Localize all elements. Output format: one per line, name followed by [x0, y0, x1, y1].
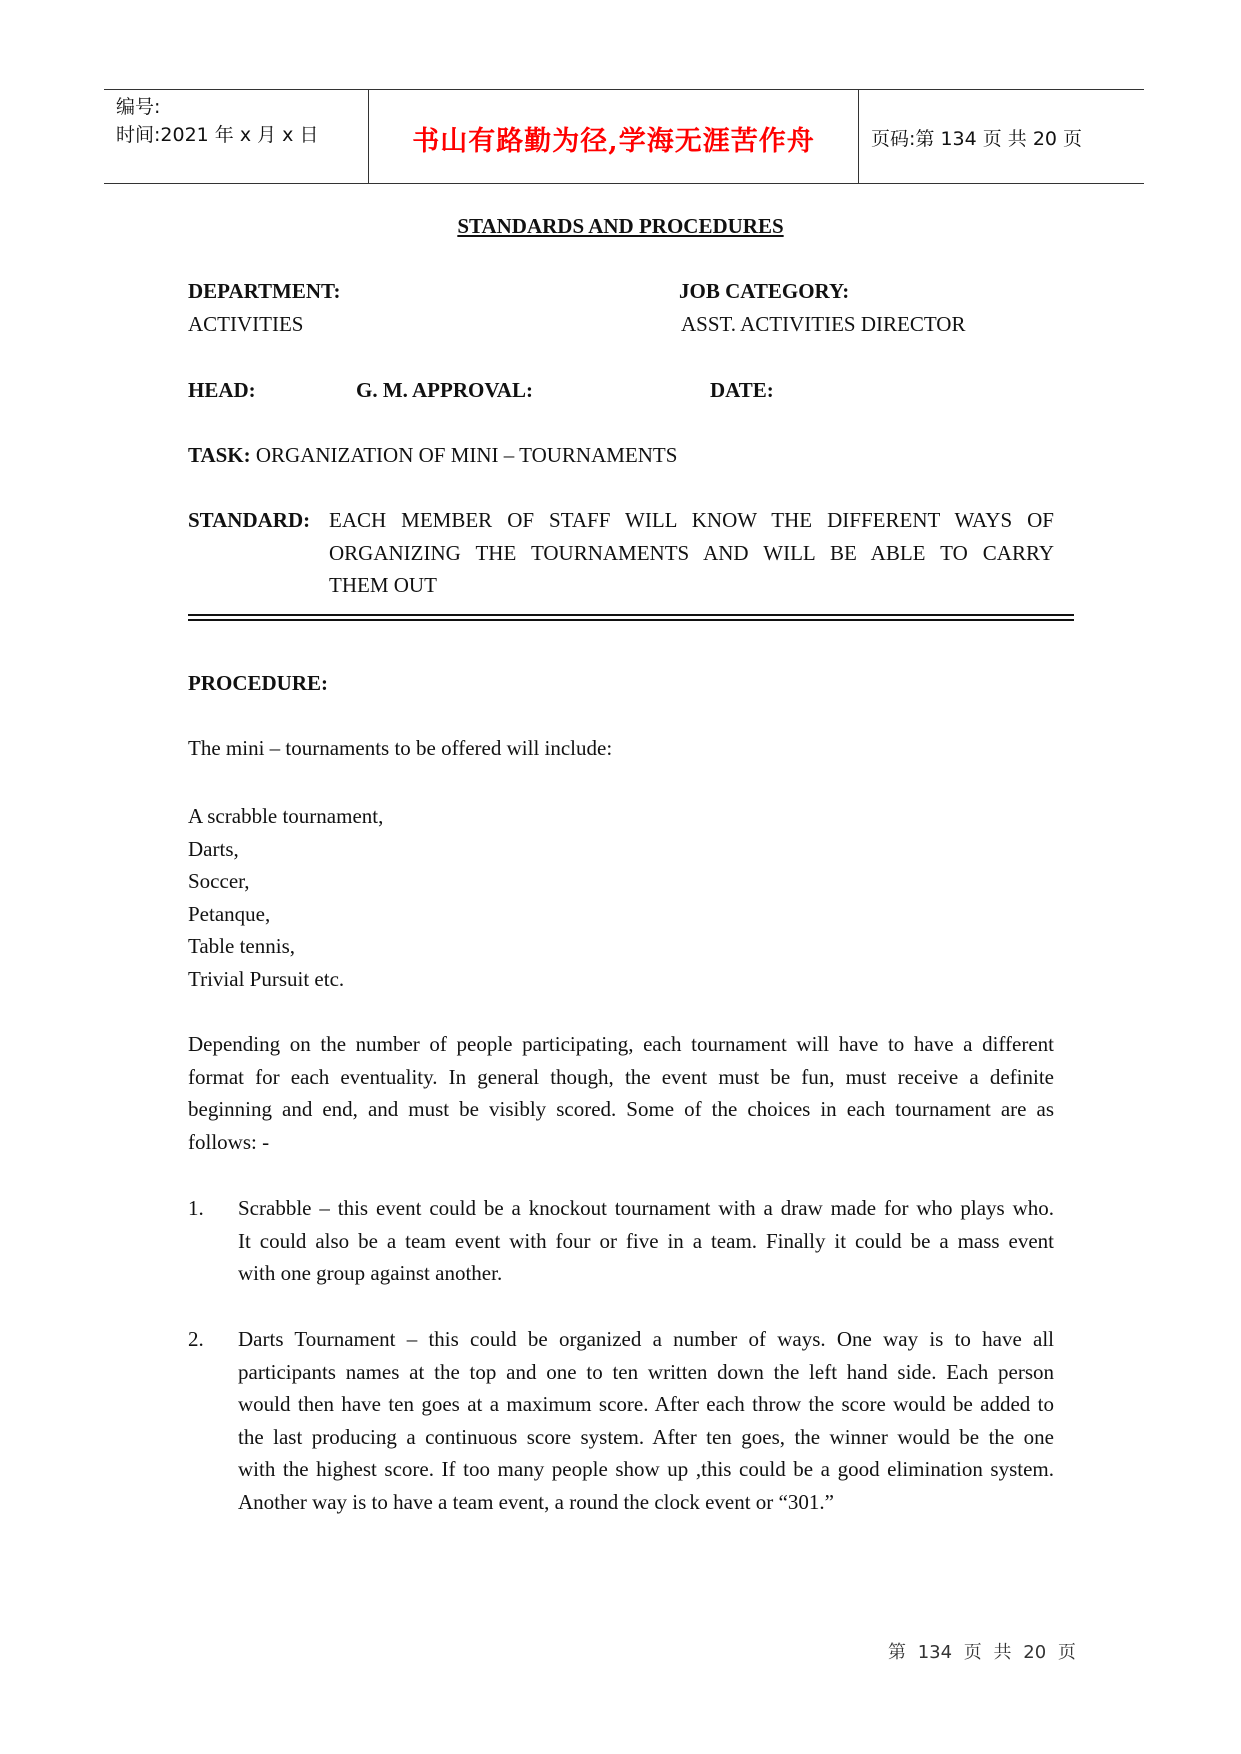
department-value: ACTIVITIES [188, 312, 304, 336]
paragraph-line: Depending on the number of people participating, each tournament will have to have a different [188, 1032, 1054, 1056]
item-2-line: participants names at the top and one to ten written down the left hand side. Each person [238, 1359, 1054, 1384]
job-category-label: JOB CATEGORY: [679, 279, 850, 303]
item-1-line: with one group against another. [238, 1261, 503, 1286]
job-category-value: ASST. ACTIVITIES DIRECTOR [681, 312, 966, 336]
gm-approval-label: G. M. APPROVAL: [356, 378, 533, 402]
paragraph-line: format for each eventuality. In general though, the event must be fun, must receive a definite [188, 1064, 1054, 1089]
item-2-line: with the highest score. If too many people show up ,this could be a good elimination system. [238, 1457, 1054, 1482]
procedure-label: PROCEDURE: [188, 671, 328, 695]
header-page-info: 页码:第 134 页 共 20 页 [871, 128, 1083, 150]
item-2-line: Darts Tournament – this could be organized a number of ways. One way is to have all [238, 1327, 1054, 1351]
paragraph-line: follows: - [188, 1129, 270, 1154]
item-1-line: It could also be a team event with four or five in a team. Finally it could be a mass event [238, 1228, 1054, 1253]
body-paragraph [188, 1028, 1054, 1158]
date-label: DATE: [710, 378, 774, 402]
item-2-line: would then have ten goes at a maximum score. After each throw the score would be added to [238, 1392, 1054, 1417]
standard-line: THEM OUT [329, 573, 437, 598]
item-2-line: Another way is to have a team event, a round the clock event or “301.” [238, 1489, 834, 1514]
standard-line: ORGANIZING THE TOURNAMENTS AND WILL BE ABLE TO CARRY [329, 540, 1054, 565]
time-label: 时间:2021 年 x 月 x 日 [116, 124, 319, 146]
item-1-text [238, 1192, 1054, 1290]
header-right-cell [859, 90, 1144, 183]
task-value: ORGANIZATION OF MINI – TOURNAMENTS [255, 443, 678, 467]
item-1-line: Scrabble – this event could be a knockout tournament with a draw made for who plays who. [238, 1196, 1054, 1220]
standard-label: STANDARD: [188, 508, 311, 532]
list-item: A scrabble tournament, [188, 804, 384, 828]
paragraph-line: beginning and end, and must be visibly scored. Some of the choices in each tournament are as [188, 1097, 1054, 1122]
item-2-line: the last producing a continuous score system. After ten goes, the winner would be the one [238, 1424, 1054, 1449]
list-item: Darts, [188, 836, 239, 861]
header-motto: 书山有路勤为径,学海无涯苦作舟 [412, 126, 815, 157]
standard-line: EACH MEMBER OF STAFF WILL KNOW THE DIFFERENT WAYS OF [329, 508, 1054, 532]
serial-label: 编号: [116, 96, 161, 118]
header-middle-cell [369, 90, 859, 183]
header-left-cell [104, 90, 369, 183]
list-item: Trivial Pursuit etc. [188, 966, 345, 991]
list-item: Petanque, [188, 901, 271, 926]
task-line [188, 443, 677, 468]
department-label: DEPARTMENT: [188, 279, 341, 303]
list-item: Table tennis, [188, 934, 295, 959]
head-label: HEAD: [188, 378, 256, 402]
document-title: STANDARDS AND PROCEDURES [457, 214, 784, 238]
divider-rule-bottom [188, 619, 1074, 621]
item-1-number: 1. [188, 1196, 204, 1220]
task-label: TASK: [188, 443, 251, 467]
tournament-list [188, 800, 383, 996]
list-item: Soccer, [188, 869, 250, 894]
standard-text [329, 504, 1054, 602]
item-2-number: 2. [188, 1327, 204, 1351]
procedure-intro: The mini – tournaments to be offered will include: [188, 736, 613, 760]
page-footer: 第 134 页 共 20 页 [888, 1642, 1076, 1663]
item-2-text [238, 1323, 1054, 1519]
divider-rule-top [188, 614, 1074, 616]
header-table [104, 89, 1144, 184]
